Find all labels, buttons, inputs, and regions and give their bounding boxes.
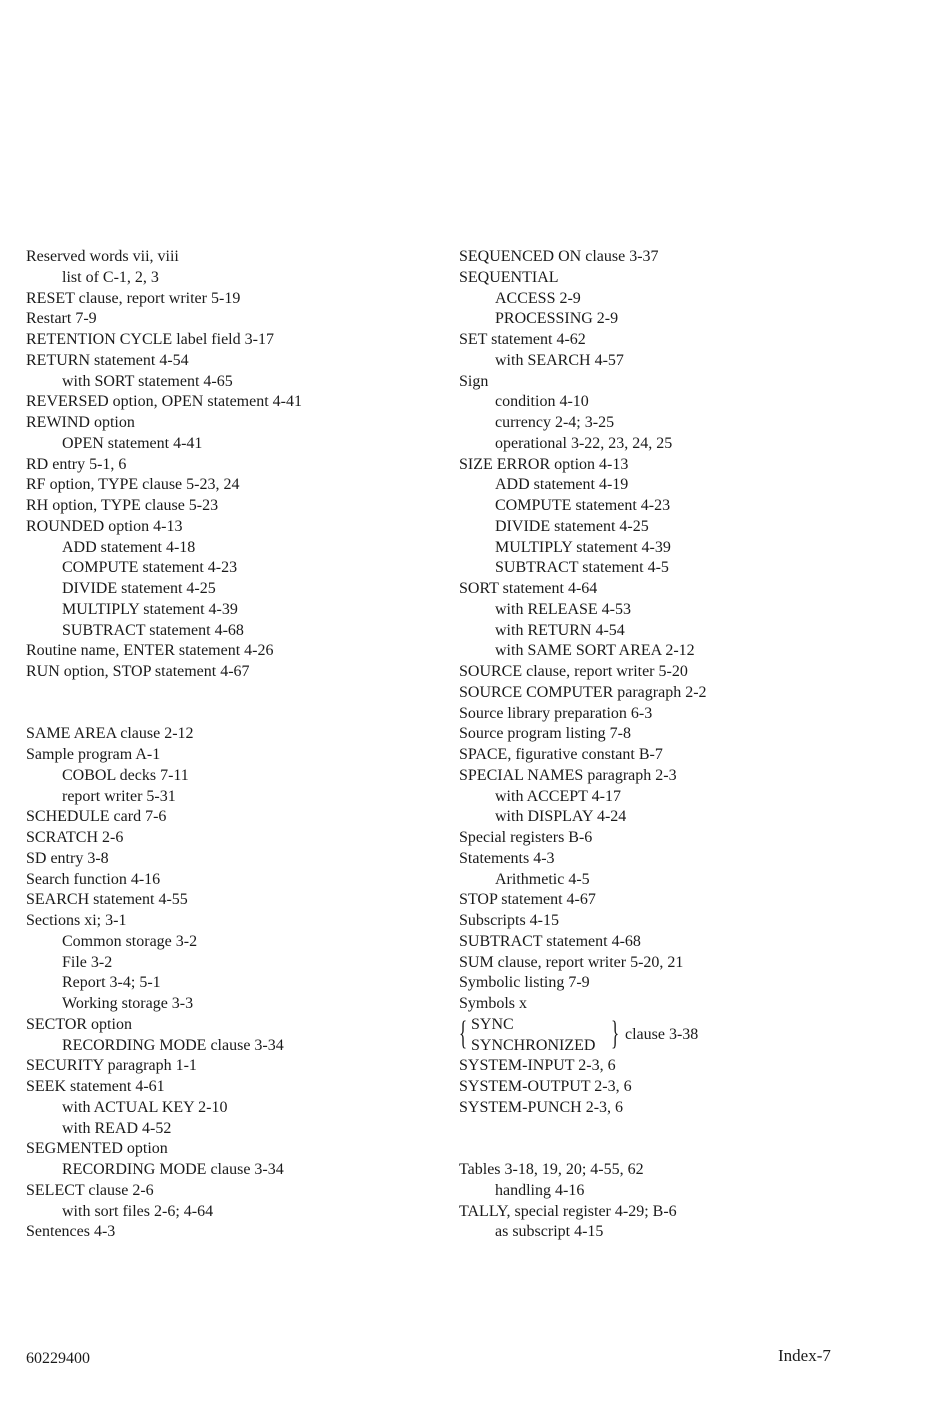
index-subentry: with ACTUAL KEY 2-10 xyxy=(62,1098,228,1116)
index-entry: SOURCE COMPUTER paragraph 2-2 xyxy=(459,683,707,701)
index-entry: SECTOR option xyxy=(26,1015,132,1033)
index-subentry: COMPUTE statement 4-23 xyxy=(62,559,238,577)
index-entry: Statements 4-3 xyxy=(459,849,555,867)
index-entry: SYSTEM-OUTPUT 2-3, 6 xyxy=(459,1078,632,1095)
index-subentry: with RELEASE 4-53 xyxy=(495,600,631,618)
index-entry: Source library preparation 6-3 xyxy=(459,704,653,722)
sync-clause-ref: clause 3-38 xyxy=(625,1025,699,1043)
index-subentry: SUBTRACT statement 4-68 xyxy=(62,621,244,639)
index-subentry: SUBTRACT statement 4-5 xyxy=(495,559,669,577)
index-subentry: RECORDING MODE clause 3-34 xyxy=(62,1036,284,1054)
index-entry: Tables 3-18, 19, 20; 4-55, 62 xyxy=(459,1161,644,1178)
index-entry: RETURN statement 4-54 xyxy=(26,351,189,369)
index-entry: STOP statement 4-67 xyxy=(459,891,596,909)
index-subentry: with SEARCH 4-57 xyxy=(495,351,624,369)
index-entry: SD entry 3-8 xyxy=(26,849,109,867)
index-entry: Routine name, ENTER statement 4-26 xyxy=(26,642,274,660)
index-subentry: DIVIDE statement 4-25 xyxy=(62,580,216,597)
index-entry: SEGMENTED option xyxy=(26,1140,168,1158)
index-entry: SEEK statement 4-61 xyxy=(26,1078,165,1095)
index-entry: SCRATCH 2-6 xyxy=(26,829,124,846)
index-entry: RESET clause, report writer 5-19 xyxy=(26,289,241,307)
index-subentry: with ACCEPT 4-17 xyxy=(495,787,621,805)
index-subentry: with RETURN 4-54 xyxy=(495,621,625,639)
index-subentry: with sort files 2-6; 4-64 xyxy=(62,1202,214,1220)
index-subentry: MULTIPLY statement 4-39 xyxy=(62,600,238,618)
index-subentry: ADD statement 4-19 xyxy=(495,476,629,494)
index-subentry: with DISPLAY 4-24 xyxy=(495,808,627,826)
index-entry: SECURITY paragraph 1-1 xyxy=(26,1057,197,1075)
document-number: 60229400 xyxy=(26,1350,90,1367)
index-entry: Reserved words vii, viii xyxy=(26,248,179,265)
index-subentry: MULTIPLY statement 4-39 xyxy=(495,538,671,556)
index-entry: RETENTION CYCLE label field 3-17 xyxy=(26,331,274,348)
index-subentry: currency 2-4; 3-25 xyxy=(495,414,615,431)
sync-line-1: SYNC xyxy=(471,1015,514,1033)
index-subentry: PROCESSING 2-9 xyxy=(495,310,619,328)
spacer xyxy=(459,1119,929,1140)
index-entry: SUM clause, report writer 5-20, 21 xyxy=(459,953,684,971)
spacer xyxy=(26,683,436,704)
index-entry: REVERSED option, OPEN statement 4-41 xyxy=(26,393,302,411)
index-subentry: OPEN statement 4-41 xyxy=(62,434,203,452)
index-subentry: COMPUTE statement 4-23 xyxy=(495,497,671,514)
index-subentry: Working storage 3-3 xyxy=(62,995,194,1012)
index-subentry: File 3-2 xyxy=(62,953,113,971)
index-entry: SORT statement 4-64 xyxy=(459,580,598,597)
index-entry: Special registers B-6 xyxy=(459,829,593,846)
index-subentry: ADD statement 4-18 xyxy=(62,538,196,556)
index-entry: SEARCH statement 4-55 xyxy=(26,891,188,909)
index-subentry: DIVIDE statement 4-25 xyxy=(495,517,649,535)
index-subentry: report writer 5-31 xyxy=(62,787,176,805)
index-subentry: Common storage 3-2 xyxy=(62,932,198,950)
index-entry: SEQUENTIAL xyxy=(459,268,559,286)
index-entry: RH option, TYPE clause 5-23 xyxy=(26,497,219,514)
index-column-right xyxy=(459,247,929,1243)
right-brace: } xyxy=(611,1014,620,1052)
index-entry: SELECT clause 2-6 xyxy=(26,1181,154,1199)
index-entry: Sentences 4-3 xyxy=(26,1223,116,1241)
index-subentry: operational 3-22, 23, 24, 25 xyxy=(495,434,673,452)
index-subentry: handling 4-16 xyxy=(495,1181,585,1199)
index-column-left xyxy=(26,247,436,1243)
index-entry: TALLY, special register 4-29; B-6 xyxy=(459,1202,677,1220)
index-entry: RF option, TYPE clause 5-23, 24 xyxy=(26,476,240,494)
index-subentry: with SAME SORT AREA 2-12 xyxy=(495,642,695,660)
index-subentry: as subscript 4-15 xyxy=(495,1223,604,1241)
index-entry: Subscripts 4-15 xyxy=(459,912,559,929)
index-entry: Sections xi; 3-1 xyxy=(26,912,127,929)
index-entry: SAME AREA clause 2-12 xyxy=(26,725,194,743)
left-brace: { xyxy=(459,1014,468,1052)
index-entry: SET statement 4-62 xyxy=(459,331,586,348)
index-entry: Sign xyxy=(459,372,489,390)
index-subentry: RECORDING MODE clause 3-34 xyxy=(62,1161,284,1178)
index-subentry: Arithmetic 4-5 xyxy=(495,870,590,888)
index-entry: RUN option, STOP statement 4-67 xyxy=(26,663,250,680)
index-entry: SPECIAL NAMES paragraph 2-3 xyxy=(459,766,677,784)
index-entry: Sample program A-1 xyxy=(26,746,161,763)
index-entry: SCHEDULE card 7-6 xyxy=(26,808,167,826)
page-label: Index-7 xyxy=(778,1346,831,1365)
spacer xyxy=(26,704,436,725)
spacer xyxy=(459,1139,929,1160)
index-entry: ROUNDED option 4-13 xyxy=(26,517,183,535)
index-entry: SUBTRACT statement 4-68 xyxy=(459,932,641,950)
index-entry-sync xyxy=(459,1015,929,1057)
index-entry: SYSTEM-PUNCH 2-3, 6 xyxy=(459,1098,624,1116)
index-entry: Symbols x xyxy=(459,995,528,1012)
index-subentry: ACCESS 2-9 xyxy=(495,289,581,307)
index-entry: SPACE, figurative constant B-7 xyxy=(459,746,663,763)
index-entry: SOURCE clause, report writer 5-20 xyxy=(459,663,688,680)
sync-line-2: SYNCHRONIZED xyxy=(471,1036,596,1054)
index-entry: RD entry 5-1, 6 xyxy=(26,455,127,473)
index-subentry: with READ 4-52 xyxy=(62,1119,172,1137)
index-entry: SEQUENCED ON clause 3-37 xyxy=(459,248,659,265)
index-entry: Symbolic listing 7-9 xyxy=(459,974,590,992)
index-subentry: with SORT statement 4-65 xyxy=(62,372,233,390)
index-entry: Restart 7-9 xyxy=(26,310,97,328)
index-entry: Source program listing 7-8 xyxy=(459,725,631,743)
index-entry: Search function 4-16 xyxy=(26,870,161,888)
index-subentry: COBOL decks 7-11 xyxy=(62,766,189,784)
index-subentry: condition 4-10 xyxy=(495,393,589,411)
index-entry: SYSTEM-INPUT 2-3, 6 xyxy=(459,1057,616,1075)
index-entry: SIZE ERROR option 4-13 xyxy=(459,455,629,473)
index-entry: REWIND option xyxy=(26,414,135,431)
index-subentry: Report 3-4; 5-1 xyxy=(62,974,161,992)
index-subentry: list of C-1, 2, 3 xyxy=(62,268,159,286)
